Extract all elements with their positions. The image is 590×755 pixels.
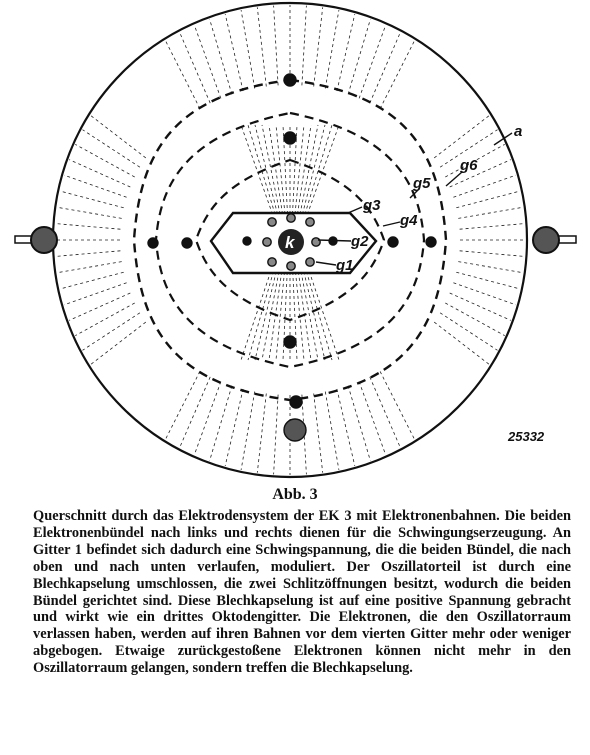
grid-support-rod (290, 396, 302, 408)
electron-ray (274, 395, 279, 475)
inner-grid-rod (263, 238, 271, 246)
electron-ray (274, 6, 279, 86)
electron-ray (75, 303, 134, 336)
label-g6: g6 (460, 157, 478, 174)
electron-ray (314, 394, 323, 473)
electron-ray (257, 394, 266, 473)
electron-ray (56, 224, 121, 230)
electron-ray (440, 313, 497, 351)
electron-ray (370, 33, 401, 104)
inner-grid-rod (268, 218, 276, 226)
grid-support-rod (284, 74, 296, 86)
lead-right (533, 227, 559, 253)
electron-ray (180, 33, 211, 104)
electron-ray (241, 392, 255, 470)
electron-ray (241, 260, 275, 360)
label-g1: g1 (336, 257, 354, 274)
leader-g6 (446, 172, 462, 186)
electron-ray (241, 10, 255, 88)
electron-ray (83, 313, 140, 351)
caption-title: Abb. 3 (272, 486, 318, 503)
grid-support-rod (388, 237, 398, 247)
electron-ray (453, 175, 516, 197)
electron-ray (305, 260, 339, 360)
leader-g3 (348, 207, 362, 213)
electron-ray (450, 160, 511, 187)
grid-support-rod (182, 238, 192, 248)
electron-ray (302, 6, 307, 86)
electron-ray (248, 125, 277, 220)
electron-ray (348, 19, 370, 94)
electron-ray (456, 191, 520, 208)
electron-ray (57, 207, 121, 218)
inner-grid-rod (312, 238, 320, 246)
electron-ray (299, 125, 318, 220)
electron-ray (210, 19, 232, 94)
label-a: a (514, 123, 523, 140)
electron-ray (91, 322, 146, 364)
electron-ray (348, 386, 370, 461)
inner-grid-rod (268, 258, 276, 266)
electron-ray (337, 14, 355, 91)
caption-body: Querschnitt durch das Elektrodensystem der EK 3 mit Elektronenbahnen. Die beiden Elektronenbündel nach links und rechts dienen für die Schwingungserzeugung. An Gitter 1 befindet sich dadurch eine Schwingspannung, die die beiden Bündel, die nach oben und nach unten verlaufen, moduliert. Der Oszillatorteil ist durch eine Blechkapselung umschlossen, die zwei Schlitzöffnungen besitzt, wodurch die beiden Bündel gerichtet sind. Diese Blechkapselung ist auf eine positive Spannung gebracht und wirkt wie ein drittes Oktodengitter. Die Elektronen, die den Oszillatorraum verlassen haben, werden auf ihren Bahnen vor dem vierten Gitter mehr oder weniger abgebogen. Etwaige zurückgestoßene Elektronen können nicht mehr in den Oszillatorraum gelangen, sondern treffen die Blechkapselung. (33, 508, 571, 677)
label-g5: g5 (413, 175, 431, 192)
electron-ray (257, 7, 266, 86)
electron-ray (337, 389, 355, 466)
electron-ray (359, 382, 386, 455)
electron-ray (60, 272, 124, 289)
electron-ray (60, 191, 124, 208)
grid-support-rod (243, 237, 251, 245)
inner-grid-rod (287, 214, 295, 222)
electron-ray (297, 260, 311, 360)
electron-ray (166, 371, 200, 439)
electron-ray (434, 322, 489, 364)
electron-ray (64, 283, 127, 305)
electron-ray (225, 389, 243, 466)
electron-ray (301, 260, 325, 360)
electron-ray (325, 10, 339, 88)
electron-ray (69, 160, 130, 187)
label-g2: g2 (351, 233, 369, 250)
label-g3: g3 (363, 197, 381, 214)
electron-ray (370, 377, 401, 448)
electron-ray (180, 377, 211, 448)
electron-ray (380, 371, 414, 439)
electron-ray (458, 207, 522, 218)
label-g4: g4 (400, 212, 418, 229)
electron-ray (57, 262, 121, 273)
electron-ray (210, 386, 232, 461)
leader-g2 (318, 240, 351, 241)
lead-bottom (284, 419, 306, 441)
electron-ray (83, 130, 140, 168)
electron-ray (434, 116, 489, 158)
electron-ray (166, 41, 200, 109)
electron-ray (64, 175, 127, 197)
electron-ray (453, 283, 516, 305)
electron-ray (255, 260, 279, 360)
leader-g4 (383, 222, 400, 226)
electron-ray (325, 392, 339, 470)
lead-left (31, 227, 57, 253)
electron-ray (225, 14, 243, 91)
inner-grid-rod (287, 262, 295, 270)
electron-ray (359, 25, 386, 98)
figure-number: 25332 (508, 429, 545, 444)
electron-ray (56, 251, 121, 257)
electron-ray (69, 293, 130, 320)
label-k: k (285, 233, 295, 252)
inner-grid-rod (306, 258, 314, 266)
electron-ray (262, 125, 281, 220)
grid-support-rod (284, 336, 296, 348)
electron-ray (269, 125, 283, 220)
grid-support-rod (426, 237, 436, 247)
electron-ray (194, 25, 221, 98)
electron-ray (194, 382, 221, 455)
electron-ray (460, 224, 525, 230)
electron-ray (91, 116, 146, 158)
electron-ray (75, 144, 134, 177)
electron-ray (303, 125, 332, 220)
electron-ray (458, 262, 522, 273)
electron-ray (445, 303, 504, 336)
electron-ray (269, 260, 283, 360)
electron-ray (456, 272, 520, 289)
inner-grid-rod (306, 218, 314, 226)
electron-ray (460, 251, 525, 257)
electron-ray (450, 293, 511, 320)
electron-ray (262, 260, 281, 360)
electron-ray (314, 7, 323, 86)
grid-support-rod (148, 238, 158, 248)
electron-ray (380, 41, 414, 109)
grid-support-rod (284, 132, 296, 144)
electron-ray (297, 125, 311, 220)
